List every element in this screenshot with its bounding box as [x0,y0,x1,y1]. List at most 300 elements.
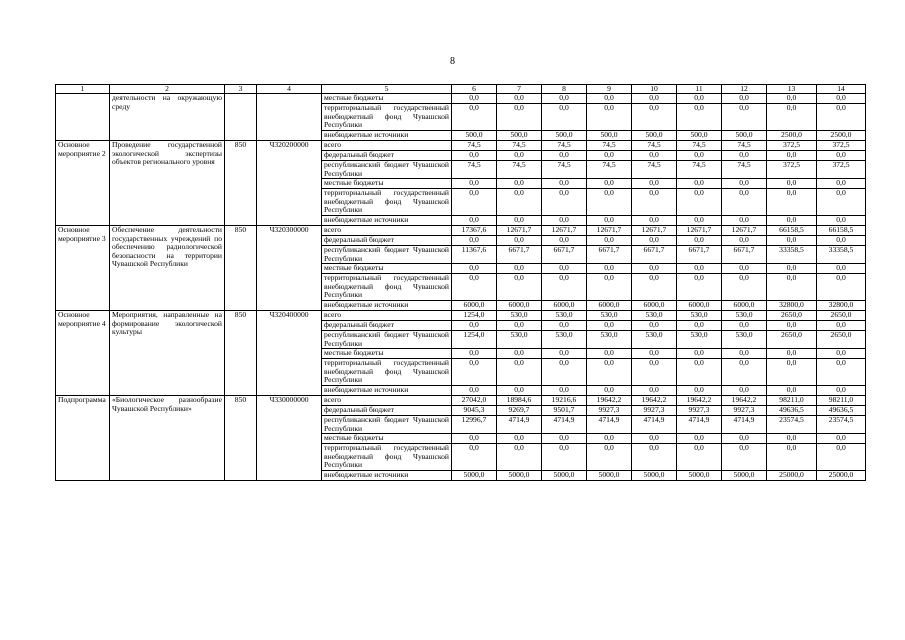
amount-cell: 0,0 [452,386,497,396]
amount-cell: 12671,7 [632,226,677,236]
amount-cell: 0,0 [632,104,677,131]
amount-cell: 0,0 [542,189,587,216]
amount-cell: 74,5 [632,161,677,179]
amount-cell: 0,0 [497,444,542,471]
amount-cell: 0,0 [452,321,497,331]
budget-table [55,84,866,481]
amount-cell: 33358,5 [817,246,866,264]
amount-cell: 66158,5 [767,226,817,236]
amount-cell: 500,0 [452,131,497,141]
amount-cell: 0,0 [452,189,497,216]
amount-cell: 19642,2 [677,396,722,406]
amount-cell: 6671,7 [677,246,722,264]
amount-cell: 0,0 [677,179,722,189]
amount-cell: 5000,0 [632,471,677,481]
table-row [56,396,866,406]
amount-cell: 6671,7 [497,246,542,264]
amount-cell: 6000,0 [497,301,542,311]
funding-source-cell: местные бюджеты [322,434,452,444]
amount-cell: 9927,3 [587,406,632,416]
amount-cell: 0,0 [677,434,722,444]
amount-cell: 0,0 [632,189,677,216]
amount-cell: 0,0 [632,349,677,359]
amount-cell: 6671,7 [632,246,677,264]
amount-cell: 5000,0 [542,471,587,481]
budget-code-cell: Ч330000000 [257,396,322,481]
amount-cell: 12671,7 [722,226,767,236]
amount-cell: 74,5 [497,141,542,151]
amount-cell: 19642,2 [632,396,677,406]
amount-cell: 0,0 [497,189,542,216]
amount-cell: 0,0 [587,274,632,301]
amount-cell: 0,0 [677,104,722,131]
amount-cell: 74,5 [677,161,722,179]
amount-cell: 0,0 [497,321,542,331]
amount-cell: 0,0 [497,151,542,161]
amount-cell: 0,0 [817,94,866,104]
amount-cell: 0,0 [677,236,722,246]
amount-cell: 500,0 [722,131,767,141]
funding-source-cell: территориальный государственный внебюджетный фонд Чувашской Республики [322,359,452,386]
amount-cell: 6671,7 [542,246,587,264]
amount-cell: 9269,7 [497,406,542,416]
amount-cell: 0,0 [587,179,632,189]
table-row [56,311,866,321]
amount-cell: 0,0 [542,94,587,104]
amount-cell: 0,0 [767,94,817,104]
amount-cell: 0,0 [542,274,587,301]
amount-cell: 23574,5 [817,416,866,434]
amount-cell: 530,0 [632,331,677,349]
amount-cell: 9501,7 [542,406,587,416]
amount-cell: 2500,0 [817,131,866,141]
amount-cell: 0,0 [767,264,817,274]
table-row [56,226,866,236]
amount-cell: 0,0 [452,236,497,246]
amount-cell: 74,5 [722,161,767,179]
amount-cell: 6000,0 [722,301,767,311]
amount-cell: 0,0 [542,151,587,161]
amount-cell: 0,0 [677,264,722,274]
amount-cell: 0,0 [452,94,497,104]
amount-cell: 0,0 [817,386,866,396]
amount-cell: 74,5 [497,161,542,179]
amount-cell: 66158,5 [817,226,866,236]
funding-source-cell: республиканский бюджет Чувашской Республики [322,246,452,264]
amount-cell: 25000,0 [767,471,817,481]
funding-source-cell: местные бюджеты [322,349,452,359]
amount-cell: 0,0 [542,359,587,386]
amount-cell: 9045,3 [452,406,497,416]
program-type-cell: Основное мероприятие 3 [56,226,110,311]
amount-cell: 0,0 [817,189,866,216]
amount-cell: 0,0 [587,189,632,216]
program-type-cell [56,94,110,141]
amount-cell: 0,0 [497,264,542,274]
amount-cell: 74,5 [587,161,632,179]
amount-cell: 23574,5 [767,416,817,434]
amount-cell: 0,0 [767,216,817,226]
amount-cell: 0,0 [817,321,866,331]
amount-cell: 0,0 [767,321,817,331]
program-type-cell: Подпрограмма [56,396,110,481]
funding-source-cell: внебюджетные источники [322,471,452,481]
program-type-cell: Основное мероприятие 2 [56,141,110,226]
amount-cell: 530,0 [497,331,542,349]
column-number: 9 [587,85,632,94]
funding-source-cell: внебюджетные источники [322,301,452,311]
amount-cell: 0,0 [817,359,866,386]
program-name-cell: Мероприятия, направленные на формирование экологической культуры [110,311,225,396]
amount-cell: 0,0 [817,349,866,359]
funding-source-cell: территориальный государственный внебюджетный фонд Чувашской Республики [322,274,452,301]
amount-cell: 74,5 [722,141,767,151]
amount-cell: 0,0 [677,386,722,396]
amount-cell: 0,0 [497,94,542,104]
responsible-code-cell: 850 [225,141,257,226]
amount-cell: 0,0 [632,236,677,246]
amount-cell: 0,0 [542,434,587,444]
amount-cell: 0,0 [722,386,767,396]
funding-source-cell: республиканский бюджет Чувашской Республики [322,416,452,434]
amount-cell: 372,5 [817,141,866,151]
amount-cell: 0,0 [452,274,497,301]
amount-cell: 0,0 [587,216,632,226]
amount-cell: 0,0 [722,94,767,104]
amount-cell: 9927,3 [722,406,767,416]
amount-cell: 530,0 [587,311,632,321]
amount-cell: 2650,0 [767,311,817,321]
amount-cell: 0,0 [722,274,767,301]
amount-cell: 0,0 [452,151,497,161]
amount-cell: 25000,0 [817,471,866,481]
amount-cell: 6671,7 [587,246,632,264]
table-row [56,94,866,104]
funding-source-cell: всего [322,311,452,321]
amount-cell: 530,0 [587,331,632,349]
budget-code-cell: Ч320400000 [257,311,322,396]
amount-cell: 0,0 [722,104,767,131]
funding-source-cell: федеральный бюджет [322,406,452,416]
amount-cell: 0,0 [452,179,497,189]
amount-cell: 0,0 [722,151,767,161]
column-number: 6 [452,85,497,94]
amount-cell: 0,0 [587,264,632,274]
amount-cell: 0,0 [497,359,542,386]
amount-cell: 49636,5 [817,406,866,416]
amount-cell: 0,0 [767,386,817,396]
funding-source-cell: республиканский бюджет Чувашской Республики [322,331,452,349]
program-name-cell: Обеспечение деятельности государственных учреждений по обеспечению радиологической безопасности на территории Чувашской Республики [110,226,225,311]
amount-cell: 0,0 [542,104,587,131]
amount-cell: 0,0 [452,216,497,226]
funding-source-cell: территориальный государственный внебюджетный фонд Чувашской Республики [322,444,452,471]
amount-cell: 0,0 [632,264,677,274]
amount-cell: 0,0 [677,94,722,104]
amount-cell: 0,0 [767,349,817,359]
amount-cell: 0,0 [542,236,587,246]
amount-cell: 0,0 [722,434,767,444]
program-name-cell: «Биологическое разнообразие Чувашской Республики» [110,396,225,481]
amount-cell: 74,5 [587,141,632,151]
amount-cell: 33358,5 [767,246,817,264]
column-number: 11 [677,85,722,94]
amount-cell: 5000,0 [722,471,767,481]
amount-cell: 0,0 [497,236,542,246]
amount-cell: 27042,0 [452,396,497,406]
amount-cell: 0,0 [497,216,542,226]
column-number: 13 [767,85,817,94]
program-type-cell: Основное мероприятие 4 [56,311,110,396]
amount-cell: 32800,0 [817,301,866,311]
amount-cell: 0,0 [817,236,866,246]
amount-cell: 0,0 [632,179,677,189]
funding-source-cell: территориальный государственный внебюджетный фонд Чувашской Республики [322,189,452,216]
column-number: 10 [632,85,677,94]
amount-cell: 6000,0 [632,301,677,311]
amount-cell: 0,0 [632,94,677,104]
amount-cell: 0,0 [587,434,632,444]
funding-source-cell: местные бюджеты [322,264,452,274]
amount-cell: 5000,0 [677,471,722,481]
amount-cell: 11367,6 [452,246,497,264]
amount-cell: 19642,2 [722,396,767,406]
amount-cell: 0,0 [452,359,497,386]
amount-cell: 32800,0 [767,301,817,311]
amount-cell: 98211,0 [817,396,866,406]
amount-cell: 74,5 [542,141,587,151]
funding-source-cell: федеральный бюджет [322,236,452,246]
amount-cell: 0,0 [677,216,722,226]
amount-cell: 0,0 [587,151,632,161]
amount-cell: 4714,9 [542,416,587,434]
amount-cell: 12996,7 [452,416,497,434]
amount-cell: 0,0 [767,179,817,189]
amount-cell: 0,0 [632,321,677,331]
amount-cell: 74,5 [452,161,497,179]
page-number: 8 [450,56,455,67]
amount-cell: 12671,7 [497,226,542,236]
amount-cell: 74,5 [632,141,677,151]
amount-cell: 0,0 [542,349,587,359]
amount-cell: 0,0 [452,264,497,274]
amount-cell: 0,0 [452,434,497,444]
responsible-code-cell: 850 [225,311,257,396]
amount-cell: 0,0 [767,104,817,131]
amount-cell: 6000,0 [587,301,632,311]
amount-cell: 0,0 [722,236,767,246]
amount-cell: 0,0 [452,104,497,131]
amount-cell: 0,0 [542,386,587,396]
amount-cell: 0,0 [767,434,817,444]
amount-cell: 12671,7 [677,226,722,236]
amount-cell: 2650,0 [817,331,866,349]
amount-cell: 9927,3 [677,406,722,416]
program-name-cell: Проведение государственной экологической экспертизы объектов регионального уровня [110,141,225,226]
amount-cell: 0,0 [722,189,767,216]
amount-cell: 0,0 [632,274,677,301]
budget-code-cell: Ч320300000 [257,226,322,311]
amount-cell: 0,0 [632,434,677,444]
amount-cell: 4714,9 [722,416,767,434]
amount-cell: 0,0 [632,444,677,471]
amount-cell: 0,0 [817,264,866,274]
amount-cell: 6000,0 [677,301,722,311]
amount-cell: 6000,0 [542,301,587,311]
amount-cell: 0,0 [817,434,866,444]
program-name-cell: деятельности на окружающую среду [110,94,225,141]
funding-source-cell: внебюджетные источники [322,386,452,396]
amount-cell: 0,0 [587,321,632,331]
amount-cell: 4714,9 [677,416,722,434]
amount-cell: 0,0 [817,179,866,189]
budget-code-cell [257,94,322,141]
amount-cell: 0,0 [722,179,767,189]
funding-source-cell: территориальный государственный внебюджетный фонд Чувашской Республики [322,104,452,131]
amount-cell: 4714,9 [497,416,542,434]
amount-cell: 2500,0 [767,131,817,141]
amount-cell: 530,0 [677,331,722,349]
responsible-code-cell [225,94,257,141]
amount-cell: 74,5 [542,161,587,179]
amount-cell: 0,0 [542,321,587,331]
amount-cell: 0,0 [632,151,677,161]
amount-cell: 0,0 [767,359,817,386]
amount-cell: 530,0 [677,311,722,321]
amount-cell: 0,0 [677,189,722,216]
amount-cell: 0,0 [587,94,632,104]
amount-cell: 74,5 [452,141,497,151]
amount-cell: 0,0 [542,264,587,274]
responsible-code-cell: 850 [225,226,257,311]
amount-cell: 0,0 [452,444,497,471]
amount-cell: 6000,0 [452,301,497,311]
amount-cell: 18984,6 [497,396,542,406]
amount-cell: 530,0 [722,331,767,349]
amount-cell: 0,0 [817,216,866,226]
amount-cell: 9927,3 [632,406,677,416]
funding-source-cell: внебюджетные источники [322,216,452,226]
amount-cell: 372,5 [767,141,817,151]
column-number: 4 [257,85,322,94]
funding-source-cell: федеральный бюджет [322,321,452,331]
amount-cell: 372,5 [817,161,866,179]
amount-cell: 0,0 [722,349,767,359]
column-number: 2 [110,85,225,94]
column-number-row [56,85,866,94]
amount-cell: 0,0 [722,216,767,226]
funding-source-cell: местные бюджеты [322,94,452,104]
column-number: 7 [497,85,542,94]
amount-cell: 0,0 [632,386,677,396]
amount-cell: 372,5 [767,161,817,179]
column-number: 3 [225,85,257,94]
amount-cell: 1254,0 [452,331,497,349]
amount-cell: 0,0 [767,189,817,216]
responsible-code-cell: 850 [225,396,257,481]
amount-cell: 19216,6 [542,396,587,406]
amount-cell: 0,0 [542,444,587,471]
funding-source-cell: всего [322,141,452,151]
amount-cell: 5000,0 [452,471,497,481]
amount-cell: 19642,2 [587,396,632,406]
amount-cell: 6671,7 [722,246,767,264]
amount-cell: 0,0 [587,359,632,386]
amount-cell: 0,0 [817,104,866,131]
amount-cell: 0,0 [497,274,542,301]
amount-cell: 530,0 [497,311,542,321]
amount-cell: 0,0 [587,444,632,471]
table-body [56,94,866,481]
amount-cell: 5000,0 [497,471,542,481]
amount-cell: 5000,0 [587,471,632,481]
amount-cell: 0,0 [767,274,817,301]
column-number: 1 [56,85,110,94]
amount-cell: 530,0 [542,331,587,349]
column-number: 14 [817,85,866,94]
amount-cell: 4714,9 [587,416,632,434]
amount-cell: 0,0 [677,359,722,386]
amount-cell: 0,0 [817,274,866,301]
amount-cell: 0,0 [677,151,722,161]
amount-cell: 530,0 [542,311,587,321]
amount-cell: 74,5 [677,141,722,151]
amount-cell: 0,0 [722,321,767,331]
amount-cell: 0,0 [587,386,632,396]
amount-cell: 0,0 [767,444,817,471]
funding-source-cell: федеральный бюджет [322,151,452,161]
budget-code-cell: Ч320200000 [257,141,322,226]
amount-cell: 0,0 [677,349,722,359]
amount-cell: 0,0 [767,236,817,246]
amount-cell: 49636,5 [767,406,817,416]
amount-cell: 0,0 [497,179,542,189]
amount-cell: 0,0 [542,216,587,226]
amount-cell: 0,0 [767,151,817,161]
amount-cell: 17367,6 [452,226,497,236]
amount-cell: 530,0 [632,311,677,321]
funding-source-cell: местные бюджеты [322,179,452,189]
amount-cell: 0,0 [677,274,722,301]
amount-cell: 0,0 [542,179,587,189]
funding-source-cell: внебюджетные источники [322,131,452,141]
amount-cell: 0,0 [452,349,497,359]
column-number: 8 [542,85,587,94]
amount-cell: 2650,0 [817,311,866,321]
amount-cell: 0,0 [497,386,542,396]
amount-cell: 0,0 [587,349,632,359]
funding-source-cell: всего [322,226,452,236]
funding-source-cell: всего [322,396,452,406]
amount-cell: 500,0 [677,131,722,141]
amount-cell: 0,0 [497,434,542,444]
amount-cell: 1254,0 [452,311,497,321]
amount-cell: 500,0 [497,131,542,141]
amount-cell: 4714,9 [632,416,677,434]
amount-cell: 0,0 [632,359,677,386]
amount-cell: 500,0 [587,131,632,141]
amount-cell: 12671,7 [587,226,632,236]
amount-cell: 0,0 [497,104,542,131]
amount-cell: 2650,0 [767,331,817,349]
column-number: 12 [722,85,767,94]
amount-cell: 0,0 [587,236,632,246]
table-row [56,141,866,151]
amount-cell: 530,0 [722,311,767,321]
amount-cell: 500,0 [632,131,677,141]
amount-cell: 0,0 [722,264,767,274]
amount-cell: 0,0 [677,321,722,331]
